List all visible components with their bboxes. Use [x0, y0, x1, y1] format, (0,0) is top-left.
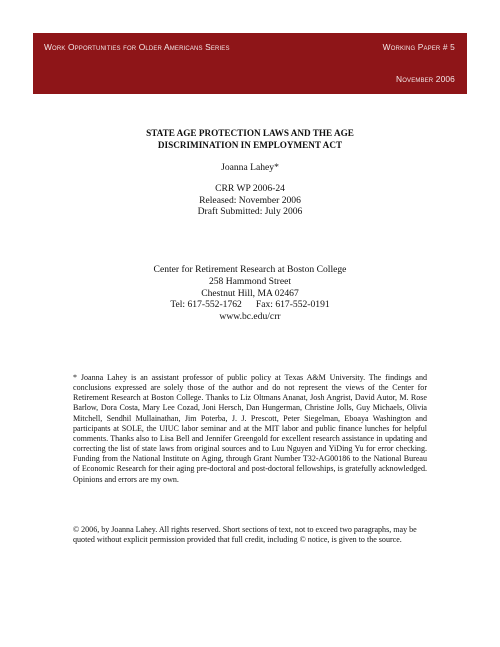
working-paper-number: Working Paper # 5	[382, 42, 455, 52]
website-link[interactable]: www.bc.edu/crr	[219, 311, 281, 323]
title-line-2: DISCRIMINATION IN EMPLOYMENT ACT	[157, 139, 343, 150]
series-title: Work Opportunities for Older Americans Series	[44, 42, 230, 52]
banner-date: November 2006	[396, 74, 455, 84]
center-address-block	[0, 264, 500, 323]
telephone: Tel: 617-552-1762	[170, 299, 242, 311]
wp-number: CRR WP 2006-24	[215, 183, 285, 194]
fax: Fax: 617-552-0191	[255, 299, 330, 311]
contact-numbers	[0, 299, 500, 311]
paper-meta	[0, 183, 500, 218]
center-name: Center for Retirement Research at Boston College	[153, 264, 347, 275]
submission-date: Draft Submitted: July 2006	[197, 206, 303, 218]
center-street: 258 Hammond Street	[208, 275, 292, 287]
title-line-1: STATE AGE PROTECTION LAWS AND THE AGE	[146, 128, 354, 138]
series-banner	[33, 33, 467, 94]
copyright-notice: © 2006, by Joanna Lahey. All rights reserved. Short sections of text, not to exceed two paragraphs, may be quoted without explicit permission provided that full credit, including © notice, is given to the source.	[73, 525, 417, 545]
paper-title	[0, 128, 500, 151]
author-name: Joanna Lahey*	[221, 162, 279, 173]
author-footnote: * Joanna Lahey is an assistant professor of public policy at Texas A&M University. The findings and conclusions expressed are solely those of the author and do not represent the views of the Center for Retirement Research at Boston College. Thanks to Liz Oltmans Ananat, Josh Angrist, David Autor, M. Rose Barlow, Dora Costa, Mary Lee Cozad, Joni Hersch, Dan Hungerman, Christine Jolls, Guy Michaels, Olivia Mitchell, Sendhil Mullainathan, Jim Poterba, J. J. Prescott, Peter Siegelman, Eboaya Washington and participants at SOLE, the UIUC labor seminar and at the MIT labor and public finance lunches for helpful comments. Thanks also to Lisa Bell and Jennifer Greengold for excellent research assistance in updating and correcting the list of state laws from original sources and to Luu Nguyen and YiDing Yu for error checking. Funding from the National Institute on Aging, through Grant Number T32-AG00186 to the National Bureau of Economic Research for their aging pre-doctoral and post-doctoral fellowships, is gratefully acknowledged. Opinions and errors are my own.	[73, 373, 427, 484]
center-city: Chestnut Hill, MA 02467	[201, 287, 299, 299]
release-date: Released: November 2006	[199, 194, 301, 206]
